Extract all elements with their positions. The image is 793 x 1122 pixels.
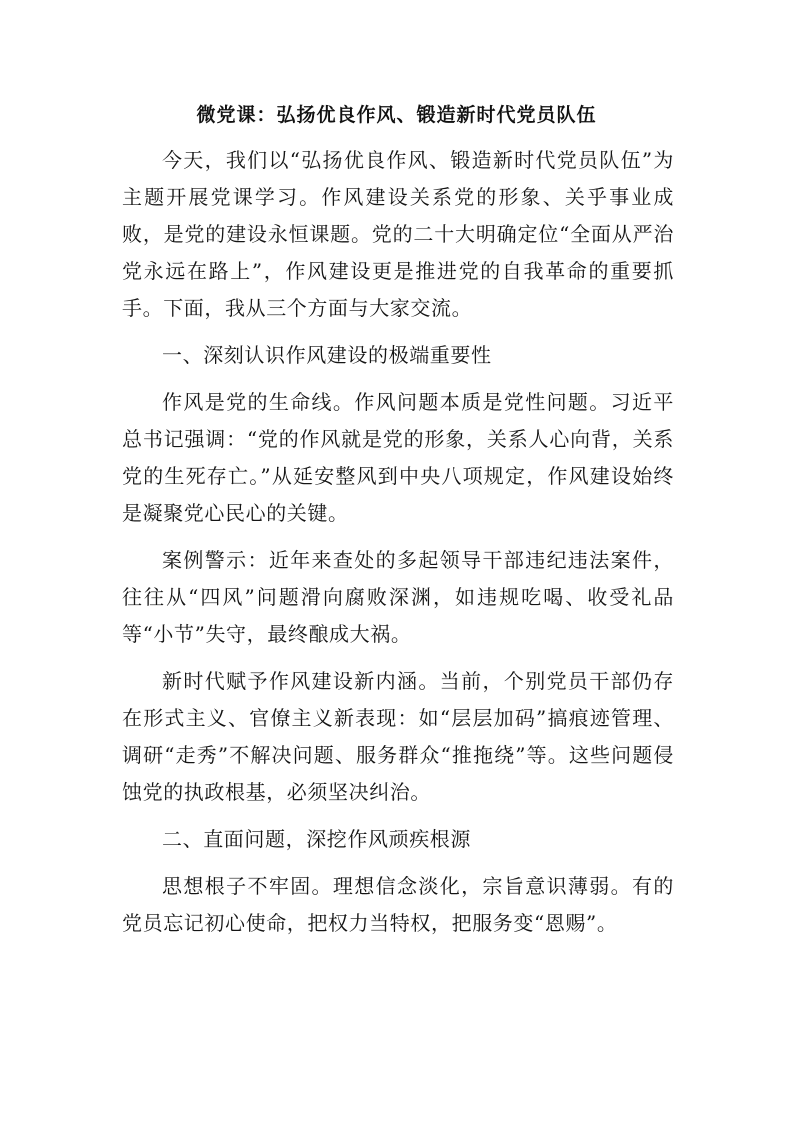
body-paragraph: 新时代赋予作风建设新内涵。当前，个别党员干部仍存在形式主义、官僚主义新表现：如“层层加码”搞痕迹管理、调研“走秀”不解决问题、服务群众“推拖绕”等。这些问题侵蚀党的执政根基，必须坚决纠治。: [122, 669, 674, 804]
document-title: 微党课：弘扬优良作风、锻造新时代党员队伍: [196, 104, 597, 126]
document-body: [122, 142, 674, 952]
case-warning-paragraph: 案例警示：近年来查处的多起领导干部违纪违法案件，往往从“四风”问题滑向腐败深渊，如违规吃喝、收受礼品等“小节”失守，最终酿成大祸。: [122, 548, 674, 646]
section-heading-1: 一、深刻认识作风建设的极端重要性: [162, 343, 492, 367]
section-heading-2: 二、直面问题，深挖作风顽疾根源: [162, 827, 471, 851]
body-paragraph: 思想根子不牢固。理想信念淡化，宗旨意识薄弱。有的党员忘记初心使命，把权力当特权，把服务变“恩赐”。: [122, 874, 674, 935]
body-paragraph: 作风是党的生命线。作风问题本质是党性问题。习近平总书记强调：“党的作风就是党的形象，关系人心向背，关系党的生死存亡。”从延安整风到中央八项规定，作风建设始终是凝聚党心民心的关键。: [122, 390, 674, 525]
intro-paragraph: 今天，我们以“弘扬优良作风、锻造新时代党员队伍”为主题开展党课学习。作风建设关系党的形象、关乎事业成败，是党的建设永恒课题。党的二十大明确定位“全面从严治党永远在路上”，作风建设更是推进党的自我革命的重要抓手。下面，我从三个方面与大家交流。: [122, 148, 674, 320]
